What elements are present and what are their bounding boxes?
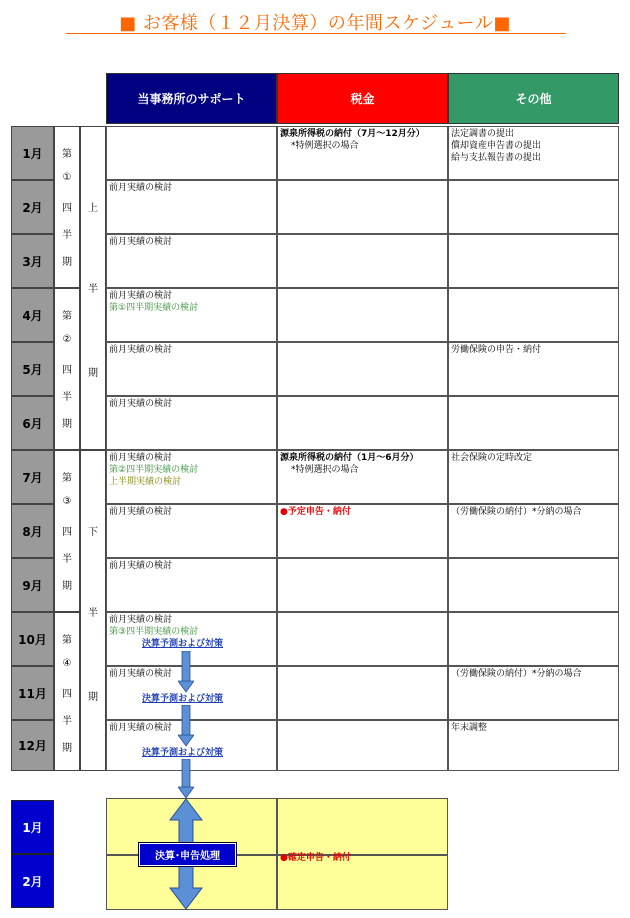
tax-note: *特例選択の場合 bbox=[291, 141, 359, 151]
quarter-char: ④ bbox=[62, 658, 72, 669]
quarter-4-column bbox=[54, 612, 80, 771]
support-text: 前月実績の検討 bbox=[109, 561, 173, 571]
tax-cell bbox=[277, 396, 448, 450]
quarter-char: 第 bbox=[62, 311, 72, 322]
forecast-link[interactable]: 決算予測および対策 bbox=[142, 694, 224, 704]
half-char: 下 bbox=[88, 527, 98, 538]
month-cell: 6月 bbox=[11, 396, 54, 450]
other-cell bbox=[448, 288, 619, 342]
second-half-column bbox=[80, 450, 106, 771]
forecast-link[interactable]: 決算予測および対策 bbox=[142, 639, 224, 649]
quarter-char: ① bbox=[62, 172, 72, 183]
month-cell: 10月 bbox=[11, 612, 54, 666]
quarter-char: 期 bbox=[62, 581, 72, 592]
support-text-quarter: 第②四半期実績の検討 bbox=[109, 465, 199, 475]
header-tax bbox=[277, 73, 448, 124]
support-text: 前月実績の検討 bbox=[109, 669, 173, 679]
other-text: 償却資産申告書の提出 bbox=[451, 141, 542, 151]
month-cell: 8月 bbox=[11, 504, 54, 558]
support-text: 前月実績の検討 bbox=[109, 183, 173, 193]
other-cell bbox=[448, 396, 619, 450]
tax-cell bbox=[277, 612, 448, 666]
support-text-quarter: 第③四半期実績の検討 bbox=[109, 627, 199, 637]
month-cell: 1月 bbox=[11, 126, 54, 180]
closing-process-text: 決算･申告処理 bbox=[155, 851, 220, 862]
other-text: 労働保険の申告・納付 bbox=[451, 345, 542, 355]
tax-cell bbox=[277, 180, 448, 234]
tax-note: *特例選択の場合 bbox=[291, 465, 359, 475]
quarter-char: 半 bbox=[62, 392, 72, 403]
tax-cell bbox=[277, 720, 448, 771]
other-text: （労働保険の納付）*分納の場合 bbox=[451, 669, 582, 679]
quarter-char: 四 bbox=[62, 689, 72, 700]
month-cell: 5月 bbox=[11, 342, 54, 396]
header-support-label: 当事務所のサポート bbox=[137, 92, 246, 106]
tax-text-interim: ●予定申告・納付 bbox=[280, 507, 351, 517]
down-arrow-icon bbox=[178, 759, 194, 801]
other-cell bbox=[448, 234, 619, 288]
half-char: 半 bbox=[88, 284, 98, 295]
down-arrow-icon bbox=[178, 705, 194, 747]
quarter-char: 半 bbox=[62, 716, 72, 727]
quarter-2-column bbox=[54, 288, 80, 450]
quarter-char: 期 bbox=[62, 257, 72, 268]
other-text: 年末調整 bbox=[451, 723, 488, 733]
support-text: 前月実績の検討 bbox=[109, 453, 173, 463]
quarter-char: 期 bbox=[62, 419, 72, 430]
month-cell: 2月 bbox=[11, 180, 54, 234]
header-other-label: その他 bbox=[515, 92, 552, 106]
quarter-char: 第 bbox=[62, 473, 72, 484]
support-text: 前月実績の検討 bbox=[109, 345, 173, 355]
support-text: 前月実績の検討 bbox=[109, 399, 173, 409]
bottom-tax-cell bbox=[277, 798, 448, 855]
other-text: 給与支払報告書の提出 bbox=[451, 153, 542, 163]
tax-text: 源泉所得税の納付（1月～6月分） bbox=[280, 453, 419, 463]
tax-cell bbox=[277, 288, 448, 342]
quarter-3-column bbox=[54, 450, 80, 612]
quarter-char: 四 bbox=[62, 527, 72, 538]
header-support bbox=[106, 73, 277, 124]
first-half-column bbox=[80, 126, 106, 450]
support-text-half: 上半期実績の検討 bbox=[109, 477, 182, 487]
quarter-char: 期 bbox=[62, 743, 72, 754]
support-text-quarter: 第①四半期実績の検討 bbox=[109, 303, 199, 313]
quarter-char: 四 bbox=[62, 203, 72, 214]
month-cell: 4月 bbox=[11, 288, 54, 342]
quarter-char: 四 bbox=[62, 365, 72, 376]
header-tax-label: 税金 bbox=[350, 92, 375, 106]
forecast-link[interactable]: 決算予測および対策 bbox=[142, 748, 224, 758]
down-arrow-icon bbox=[178, 651, 194, 693]
tax-cell bbox=[277, 558, 448, 612]
other-text: 法定調書の提出 bbox=[451, 129, 515, 139]
bottom-month-cell: 2月 bbox=[11, 854, 54, 908]
half-char: 期 bbox=[88, 692, 98, 703]
other-cell bbox=[448, 612, 619, 666]
other-cell bbox=[448, 558, 619, 612]
other-text: 社会保険の定時改定 bbox=[451, 453, 533, 463]
month-cell: 7月 bbox=[11, 450, 54, 504]
half-char: 上 bbox=[88, 203, 98, 214]
quarter-char: 半 bbox=[62, 554, 72, 565]
month-cell: 12月 bbox=[11, 720, 54, 771]
tax-cell bbox=[277, 342, 448, 396]
month-cell: 11月 bbox=[11, 666, 54, 720]
other-cell bbox=[448, 180, 619, 234]
tax-cell bbox=[277, 666, 448, 720]
support-text: 前月実績の検討 bbox=[109, 237, 173, 247]
quarter-1-column bbox=[54, 126, 80, 288]
quarter-char: 第 bbox=[62, 635, 72, 646]
half-char: 期 bbox=[88, 368, 98, 379]
page-title: ■ お客様（１２月決算）の年間スケジュール■ bbox=[119, 13, 511, 34]
support-text: 前月実績の検討 bbox=[109, 723, 173, 733]
support-cell bbox=[106, 126, 277, 180]
final-tax-text: ●確定申告・納付 bbox=[280, 853, 351, 863]
tax-text: 源泉所得税の納付（7月～12月分） bbox=[280, 129, 425, 139]
quarter-char: ② bbox=[62, 334, 72, 345]
month-cell: 3月 bbox=[11, 234, 54, 288]
quarter-char: ③ bbox=[62, 496, 72, 507]
month-cell: 9月 bbox=[11, 558, 54, 612]
other-text: （労働保険の納付）*分納の場合 bbox=[451, 507, 582, 517]
support-text: 前月実績の検討 bbox=[109, 291, 173, 301]
support-text: 前月実績の検討 bbox=[109, 615, 173, 625]
title-underline bbox=[66, 33, 566, 34]
header-other bbox=[448, 73, 619, 124]
quarter-char: 第 bbox=[62, 149, 72, 160]
tax-cell bbox=[277, 234, 448, 288]
support-text: 前月実績の検討 bbox=[109, 507, 173, 517]
bottom-month-cell: 1月 bbox=[11, 800, 54, 854]
closing-process-label bbox=[139, 843, 236, 866]
half-char: 半 bbox=[88, 608, 98, 619]
quarter-char: 半 bbox=[62, 230, 72, 241]
